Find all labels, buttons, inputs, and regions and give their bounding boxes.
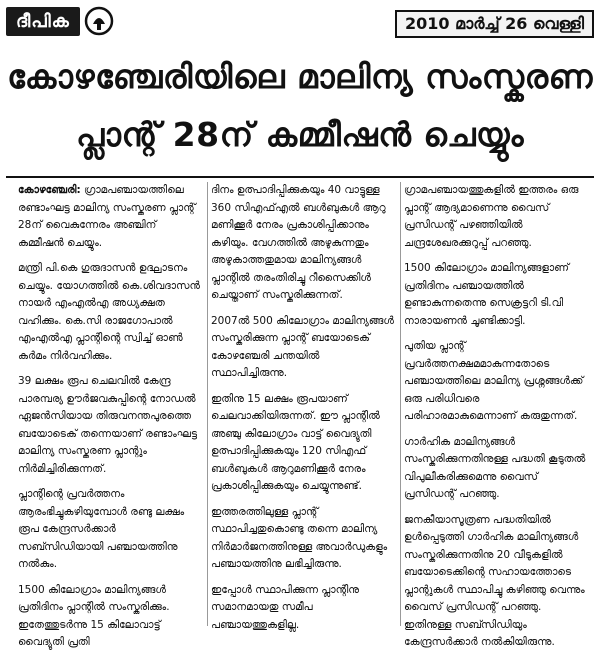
column-divider bbox=[207, 182, 208, 626]
paragraph: പുതിയ പ്ലാന്റ് പ്രവർത്തനക്ഷമമാകുന്നതോടെ പഞ്ചായത്തിലെ മാലിന്യ പ്രശ്നങ്ങൾക്ക് ഒരു പരിധിവരെ പരിഹാരമാകുമെന്നാണ് കരുതുന്നത്. bbox=[404, 340, 584, 422]
paragraph: 1500 കിലോഗ്രാം മാലിന്യങ്ങളാണ് പ്രതിദിനം പഞ്ചായത്തിൽ ഉണ്ടാകുന്നതെന്നു സെക്രട്ടറി ടി.വി നാരായണൻ ചൂണ്ടിക്കാട്ടി. bbox=[404, 262, 570, 327]
article-column-3 bbox=[404, 182, 590, 648]
paragraph: 39 ലക്ഷം രൂപ ചെലവിൽ കേന്ദ്ര പാരമ്പര്യ ഊർജവകുപ്പിന്റെ നോഡൽ ഏജൻസിയായ തിരുവനന്തപുരത്തെ ബയോടെക് തന്നെയാണ് രണ്ടാംഘട്ട മാലിന്യ സംസ്കരണ പ്ലാന്റും നിർമിച്ചിരിക്കുന്നത്. bbox=[18, 375, 197, 475]
logo-text: ദീപിക bbox=[6, 7, 80, 36]
paragraph: ജനകീയാസൂത്രണ പദ്ധതിയിൽ ഉൾപ്പെടുത്തി ഗാർഹിക മാലിന്യങ്ങൾ സംസ്കരിക്കുന്നതിനു 20 വീടുകളിൽ ബയോടെക്കിന്റെ സഹായത്തോടെ പ്ലാന്റുകൾ സ്ഥാപിച്ചു കഴിഞ്ഞു വെന്നും വൈസ് പ്രസിഡന്റ് പറഞ്ഞു. ഇതിനുള്ള സബ്സിഡിയും കേന്ദ്രസർക്കാർ നൽകിയിരുന്നു. bbox=[404, 513, 585, 648]
paragraph: പ്ലാന്റിന്റെ പ്രവർത്തനം ആരംഭിച്ചുകഴിയുമ്പോൾ രണ്ടു ലക്ഷം രൂപ കേന്ദ്രസർക്കാർ സബ്സിഡിയായി പഞ്ചായത്തിനു നൽകും. bbox=[18, 488, 185, 570]
paragraph: ദിനം ഉത്പാദിപ്പിക്കുകയും 40 വാട്ടുള്ള 360 സിഎഫ്എൽ ബൾബുകൾ ആറു മണിക്കൂർ നേരം പ്രകാശിപ്പിക്കാനും കഴിയും. വേഗത്തിൽ അഴുകുന്നതും അഴുകാത്തതുമായ മാലിന്യങ്ങൾ പ്ലാന്റിൽ തരംതിരിച്ചു റീസൈക്കിൾ ചെയ്താണ് സംസ്കരിക്കുന്നത്. bbox=[211, 184, 386, 301]
column-divider bbox=[400, 182, 401, 626]
paragraph: 2007ൽ 500 കിലോഗ്രാം മാലിന്യങ്ങൾ സംസ്കരിക്കുന്ന പ്ലാന്റ് ബയോടെക് കോഴഞ്ചേരി ചന്തയിൽ സ്ഥാപിച്ചിരുന്നു. bbox=[211, 314, 394, 379]
paragraph: ഗ്രാമപഞ്ചായത്തുകളിൽ ഇത്തരം ഒരു പ്ലാന്റ് ആദ്യമാണെന്നു വൈസ് പ്രസിഡന്റ് പഴഞ്ഞിയിൽ ചന്ദ്രശേഖരക്കുറുപ്പ് പറഞ്ഞു. bbox=[404, 184, 579, 249]
paragraph: 1500 കിലോഗ്രാം മാലിന്യങ്ങൾ പ്രതിദിനം പ്ലാന്റിൽ സംസ്കരിക്കും. ഇതേത്തുടർന്നു 15 കിലോവാട്ട് വൈദ്യുതി പ്രതി bbox=[18, 583, 170, 648]
headline-rule bbox=[6, 176, 594, 178]
article-column-1 bbox=[18, 182, 204, 648]
newspaper-logo bbox=[6, 6, 114, 36]
dateline: കോഴഞ്ചേരി: bbox=[18, 184, 81, 196]
headline bbox=[6, 48, 594, 164]
paragraph: ഇതിനു 15 ലക്ഷം രൂപയാണ് ചെലവാക്കിയിരുന്നത്. ഈ പ്ലാന്റിൽ അഞ്ചു കിലോഗ്രാം വാട്ട് വൈദ്യുതി ഉത്പാദിപ്പിക്കുകയും 120 സിഎഫ് ബൾബുകൾ ആറുമണിക്കൂർ നേരം പ്രകാശിപ്പിക്കുകയും ചെയ്യുന്നുണ്ട്. bbox=[211, 392, 380, 492]
paragraph: മന്ത്രി പി.കെ ഗുരുദാസൻ ഉദ്ഘാടനം ചെയ്യും. യോഗത്തിൽ കെ.ശിവദാസൻ നായർ എംഎൽഎ അധ്യക്ഷത വഹിക്കും. കെ.സി രാജഗോപാൽ എംഎൽഎ പ്ലാന്റിന്റെ സ്വിച്ച് ഓൺ കർമം നിർവഹിക്കും. bbox=[18, 262, 200, 362]
headline-line-2: പ്ലാന്റ് 28ന് കമ്മീഷൻ ചെയ്യും bbox=[76, 115, 524, 154]
paragraph: ഗാർഹിക മാലിന്യങ്ങൾ സംസ്കരിക്കുന്നതിനുള്ള പദ്ധതി കൂടുതൽ വിപുലീകരിക്കുമെന്നു വൈസ് പ്രസിഡന്റ് പറഞ്ഞു. bbox=[404, 435, 586, 500]
paragraph: ഇപ്പോൾ സ്ഥാപിക്കുന്ന പ്ലാന്റിനു സമാനമായതു സമീപ പഞ്ചായത്തുകളില്ല. bbox=[211, 583, 360, 631]
date-label: 2010 മാർച്ച് 26 വെള്ളി bbox=[395, 10, 594, 38]
paragraph: ഇത്തരത്തിലുള്ള പ്ലാന്റ് സ്ഥാപിച്ചതുകൊണ്ടു തന്നെ മാലിന്യ നിർമാർജനത്തിനുള്ള അവാർഡുകളും പഞ്ചായത്തിനു ലഭിച്ചിരുന്നു. bbox=[211, 505, 388, 570]
article-column-2 bbox=[211, 182, 397, 631]
headline-line-1: കോഴഞ്ചേരിയിലെ മാലിന്യ സംസ്കരണ bbox=[7, 57, 593, 96]
paragraph: കോഴഞ്ചേരി: ഗ്രാമപഞ്ചായത്തിലെ രണ്ടാംഘട്ട മാലിന്യ സംസ്കരണ പ്ലാന്റ് 28ന് വൈകുന്നേരം അഞ്ചിന് കമ്മീഷൻ ചെയ്യും. bbox=[18, 184, 196, 249]
masthead bbox=[6, 6, 594, 40]
article-body bbox=[18, 182, 590, 648]
lamp-logo-icon bbox=[84, 6, 114, 36]
